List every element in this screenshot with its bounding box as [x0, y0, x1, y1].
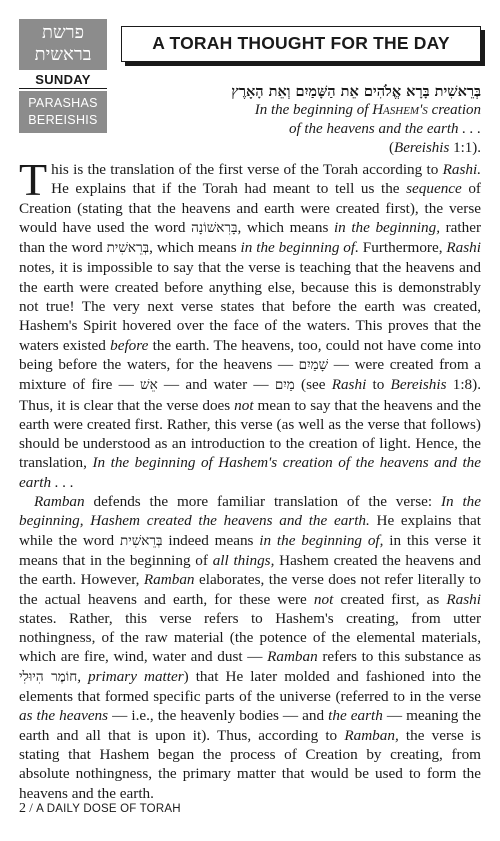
- text: Hashem created the heavens and the earth. However,: [19, 551, 481, 589]
- parasha-english-tab: [19, 91, 107, 133]
- text-emph: before: [110, 336, 149, 354]
- text: the verse is stating that Hashem began the process of Creation by creating, from absolute nothingness, the primary matter that would be used to form the heavens and the earth.: [19, 726, 481, 802]
- text: He explains that while the word: [19, 512, 481, 549]
- text-rashi: Rashi: [446, 590, 481, 608]
- text-emph: the earth: [328, 707, 383, 725]
- hebrew-word: בָּרִאשׁוֹנָה: [191, 219, 238, 236]
- text: — meaning the earth and all that is upon it). Thus, according to: [19, 707, 481, 744]
- text: elaborates, the verse does not refer literally to the actual heavens and earth, for these were: [19, 571, 481, 608]
- text-emph: not: [313, 590, 334, 608]
- text-rashi: Rashi: [331, 376, 367, 394]
- text-ramban: Ramban: [143, 571, 195, 589]
- hebrew-word: חוֹמֶר הִיוּלִי: [19, 668, 78, 685]
- text: (see: [294, 376, 332, 394]
- text-emph: in the beginning of.: [240, 239, 359, 257]
- page-footer: [19, 799, 181, 818]
- text: He explains that if the Torah had meant to tell us the: [51, 180, 407, 198]
- text: his is the translation of the first verse of the Torah according to: [51, 161, 443, 178]
- text: , which means: [237, 218, 334, 236]
- text-emph: in the beginning of,: [259, 531, 384, 549]
- text-emph: all things,: [212, 551, 275, 569]
- hebrew-word: שָׁמַיִם: [298, 356, 329, 373]
- text: notes, it is impossible to say that the verse is teaching that the heavens and the earth were created before anything else, because this is demonstrably not true! The very next verse states that before the earth was created, Hashem's Spirit hovered over the face of the waters. This proves that the waters existed: [19, 259, 481, 354]
- text: — were created from a mixture of fire —: [19, 355, 481, 394]
- text: rather than the word: [19, 218, 481, 257]
- hebrew-word: מַיִם: [274, 377, 295, 394]
- verse-translation-line2: of the heavens and the earth . . .: [288, 121, 481, 137]
- hebrew-word: בְּרֵאשִׁית: [119, 532, 163, 549]
- text-rashi: Rashi: [446, 239, 481, 257]
- text-emph: In the beginning of Hashem's creation of the heavens and the earth . . .: [19, 454, 481, 491]
- text-ramban: Ramban: [267, 648, 318, 666]
- day-label: SUNDAY: [19, 71, 107, 89]
- parasha-hebrew-tab: [19, 19, 107, 70]
- parasha-line1: PARASHAS: [28, 96, 98, 110]
- section-title: A TORAH THOUGHT FOR THE DAY: [121, 26, 481, 62]
- text: states. Rather, this verse refers to Hashem's creating, from utter nothingness, of the raw material (the potence of the elemental materials, which are fire, wind, water and dust —: [19, 609, 481, 666]
- hebrew-word: אֵשׁ: [140, 377, 158, 394]
- paragraph-2: [19, 492, 481, 803]
- text: 1:8). Thus, it is clear that the verse does: [19, 376, 481, 414]
- text-emph: , primary matter: [77, 667, 184, 685]
- article-body: [19, 154, 481, 803]
- verse-citation: (Bereishis 1:1).: [389, 140, 481, 156]
- text: — and water —: [157, 376, 275, 394]
- paragraph-1: [19, 154, 481, 492]
- hebrew-word: בְּרֵאשִׁית: [106, 240, 150, 257]
- text: to: [366, 376, 391, 394]
- verse-block: [141, 82, 481, 158]
- drop-cap: T: [19, 154, 48, 205]
- parasha-line2: BEREISHIS: [28, 113, 98, 127]
- text-emph: sequence: [406, 180, 462, 198]
- parasha-hebrew-line2: בראשית: [34, 44, 92, 65]
- footer-separator: /: [26, 800, 37, 815]
- book-title: A DAILY DOSE OF TORAH: [36, 803, 181, 815]
- text: indeed means: [162, 531, 260, 549]
- text-emph: not: [234, 396, 254, 414]
- text: Furthermore,: [358, 239, 447, 257]
- verse-text: In the beginning of: [254, 102, 373, 118]
- text-emph: in the beginning,: [333, 218, 441, 236]
- verse-text: creation: [427, 102, 481, 118]
- text-emph: as the heavens: [19, 707, 109, 725]
- page-number: 2: [19, 801, 26, 816]
- text-emph: In the beginning, Hashem created the heavens and the earth.: [19, 493, 481, 530]
- text: the earth. The heavens, too, could not have come into being before the waters, for the heavens —: [19, 336, 481, 373]
- verse-hashem: Hashem's: [372, 102, 428, 118]
- text: in this verse it means that in the beginning of: [19, 531, 481, 569]
- verse-hebrew: בְּרֵאשִׁית בָּרָא אֱלֹהִים אֵת הַשָּׁמַיִם וְאֵת הָאָרֶץ: [231, 83, 481, 100]
- text-ramban: Ramban,: [344, 726, 399, 744]
- text-ramban: Ramban: [34, 493, 85, 511]
- text: , which means: [149, 239, 241, 257]
- text: — i.e., the heavenly bodies — and: [108, 707, 329, 725]
- text: refers to this substance as: [317, 648, 481, 666]
- verse-translation-line1: [141, 101, 481, 120]
- text: ) that He later molded and fashioned into the elements that formed specific parts of the universe (referred to in the verse: [19, 667, 481, 706]
- text-emph: Bereishis: [390, 376, 447, 394]
- text: mean to say that the heavens and the earth were created first. Rather, this verse (as well as the verse that follows) should be understood as an introduction to the creation of light. Hence, the translation,: [19, 396, 481, 472]
- text-rashi: Rashi.: [442, 161, 481, 178]
- text: of Creation (stating that the heavens and earth were created first), the verse would have used the word: [19, 180, 481, 236]
- parasha-hebrew-line1: פרשת: [42, 22, 84, 43]
- text: created first, as: [333, 590, 447, 608]
- text: defends the more familiar translation of the verse:: [84, 493, 441, 511]
